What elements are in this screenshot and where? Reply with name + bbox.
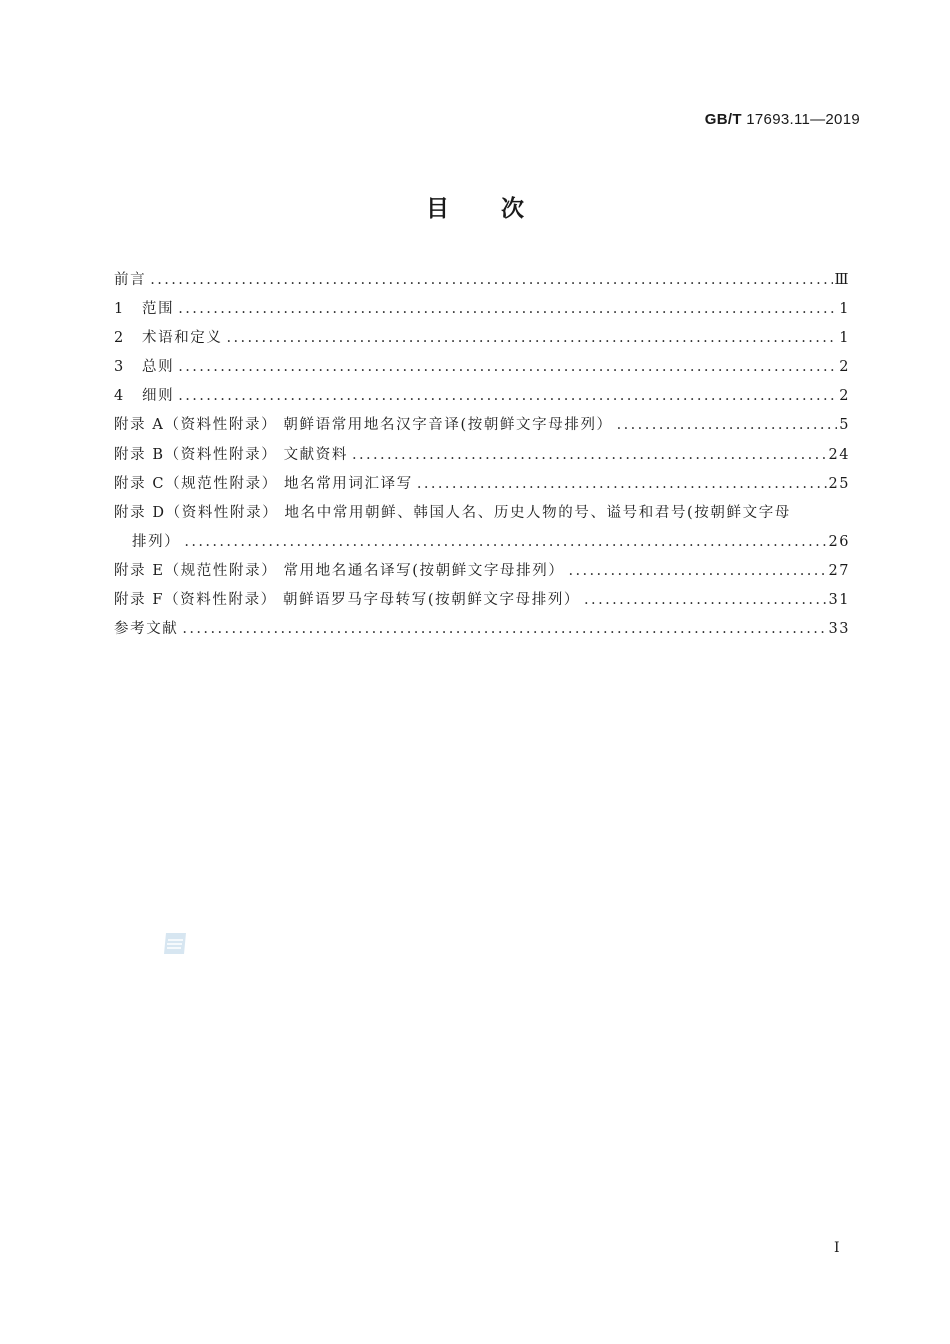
toc-leader	[150, 266, 832, 295]
toc-entry-page: 5	[839, 417, 850, 434]
toc-entry-title: 细则	[142, 388, 175, 405]
toc-leader	[584, 586, 827, 615]
toc-entry-appendix-c[interactable]	[114, 470, 850, 499]
toc-entry-appendix-a[interactable]	[114, 411, 850, 440]
toc-entry-label: 附录 B（资料性附录） 文献资料	[114, 446, 348, 463]
standard-number: 17693.11—2019	[746, 111, 860, 128]
toc-entry-label	[114, 295, 174, 324]
toc-entry-appendix-d[interactable]	[114, 499, 850, 528]
toc-entry-label: 参考文献	[114, 621, 179, 638]
toc-entry-scope[interactable]	[114, 295, 850, 324]
toc-leader	[178, 295, 837, 324]
toc-entry-title: 范围	[142, 301, 175, 318]
toc-entry-foreword[interactable]	[114, 266, 850, 295]
toc-entry-label: 排列）	[132, 533, 181, 550]
toc-entry-label: 附录 F（资料性附录） 朝鲜语罗马字母转写(按朝鲜文字母排列）	[114, 592, 581, 609]
sac-logo-icon	[162, 931, 189, 956]
toc-entry-title: 总则	[142, 359, 175, 376]
toc-leader	[184, 528, 826, 557]
toc-entry-page: 24	[828, 446, 850, 463]
standard-code	[705, 111, 860, 128]
toc-entry-page: Ⅲ	[834, 272, 850, 288]
table-of-contents	[114, 266, 850, 644]
toc-leader	[178, 353, 837, 382]
toc-entry-page: 33	[828, 621, 850, 638]
toc-entry-page: 25	[828, 475, 850, 492]
toc-entry-label: 附录 A（资料性附录） 朝鲜语常用地名汉字音译(按朝鲜文字母排列）	[114, 417, 613, 434]
toc-leader	[182, 615, 826, 644]
toc-entry-appendix-e[interactable]	[114, 557, 850, 586]
toc-entry-label: 附录 D（资料性附录） 地名中常用朝鲜、韩国人名、历史人物的号、谥号和君号(按朝鲜文字母	[114, 504, 791, 521]
toc-leader	[227, 324, 838, 353]
toc-entry-rules[interactable]	[114, 382, 850, 411]
toc-entry-number: 3	[114, 359, 124, 376]
toc-leader	[417, 470, 827, 499]
toc-entry-label: 附录 C（规范性附录） 地名常用词汇译写	[114, 475, 413, 492]
toc-leader	[352, 441, 827, 470]
toc-entry-label	[114, 382, 174, 411]
standard-prefix: GB/T	[704, 111, 742, 128]
title-char-1: 目	[426, 196, 449, 222]
toc-entry-page: 1	[839, 301, 850, 318]
toc-entry-appendix-b[interactable]	[114, 441, 850, 470]
toc-leader	[178, 382, 837, 411]
toc-leader	[617, 411, 838, 440]
toc-entry-page: 2	[839, 388, 850, 405]
toc-entry-page: 2	[839, 359, 850, 376]
page-number: Ⅰ	[834, 1240, 840, 1256]
toc-entry-page: 31	[828, 592, 850, 609]
page-title	[0, 190, 950, 223]
toc-entry-general[interactable]	[114, 353, 850, 382]
toc-entry-page: 1	[839, 330, 850, 347]
toc-entry-page: 27	[828, 562, 850, 579]
toc-entry-page: 26	[828, 533, 850, 550]
toc-entry-number: 2	[114, 330, 124, 347]
toc-entry-label	[114, 353, 174, 382]
toc-entry-appendix-d-continued[interactable]	[114, 528, 850, 557]
toc-entry-terms[interactable]	[114, 324, 850, 353]
toc-entry-title: 术语和定义	[142, 330, 223, 347]
toc-entry-label	[114, 324, 223, 353]
title-char-2: 次	[501, 196, 524, 222]
toc-entry-number: 4	[114, 388, 124, 405]
toc-entry-number: 1	[114, 301, 124, 318]
toc-entry-label: 前言	[114, 272, 147, 288]
toc-entry-appendix-f[interactable]	[114, 586, 850, 615]
toc-leader	[568, 557, 826, 586]
toc-entry-references[interactable]	[114, 615, 850, 644]
toc-entry-label: 附录 E（规范性附录） 常用地名通名译写(按朝鲜文字母排列）	[114, 562, 565, 579]
